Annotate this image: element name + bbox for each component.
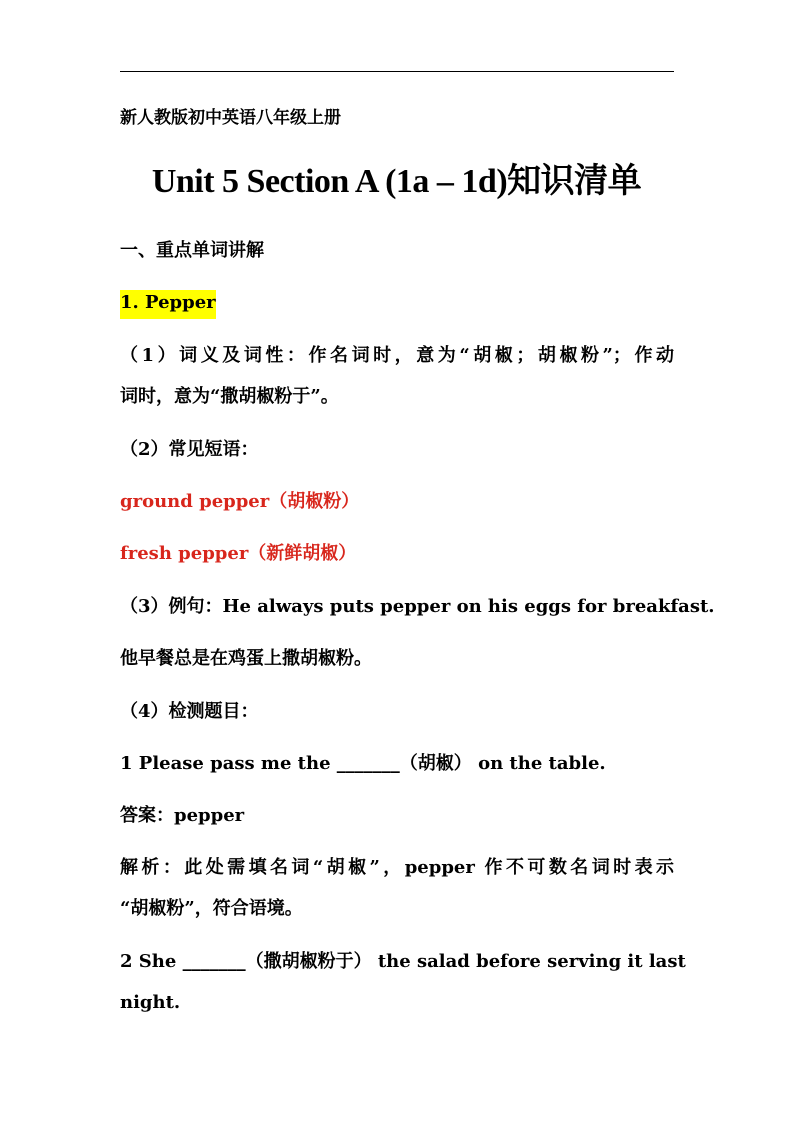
phrase-item: fresh pepper（新鲜胡椒） (120, 543, 357, 564)
answer-1: 答案：pepper (120, 805, 245, 826)
example-chinese: 他早餐总是在鸡蛋上撒胡椒粉。 (120, 648, 372, 669)
section-heading: 一、重点单词讲解 (120, 240, 264, 261)
example-english: （3）例句：He always puts pepper on his eggs for breakfast. (120, 596, 715, 617)
test-label: （4）检测题目： (120, 701, 259, 722)
word-heading (120, 291, 674, 315)
question-2-line-2: night. (120, 992, 181, 1013)
header-rule (120, 71, 674, 72)
phrases-label: （2）常见短语： (120, 439, 259, 460)
doc-subtitle: 新人教版初中英语八年级上册 (120, 108, 341, 128)
question-2-line-1: 2 She _______（撒胡椒粉于） the salad before serving it last (120, 951, 686, 972)
word-heading-highlight: 1. Pepper (120, 290, 216, 319)
phrase-item: ground pepper（胡椒粉） (120, 491, 360, 512)
meaning-line-2: 词时，意为“撒胡椒粉于”。 (120, 386, 339, 407)
question-1: 1 Please pass me the _______（胡椒） on the table. (120, 753, 606, 774)
explanation-line-2: “胡椒粉”，符合语境。 (120, 898, 303, 919)
doc-title: Unit 5 Section A (1a – 1d)知识清单 (151, 163, 642, 200)
meaning-line-1: （1）词义及词性：作名词时，意为“胡椒；胡椒粉”；作动 (120, 345, 674, 366)
explanation-line-1: 解析：此处需填名词“胡椒”，pepper 作不可数名词时表示 (120, 857, 674, 878)
